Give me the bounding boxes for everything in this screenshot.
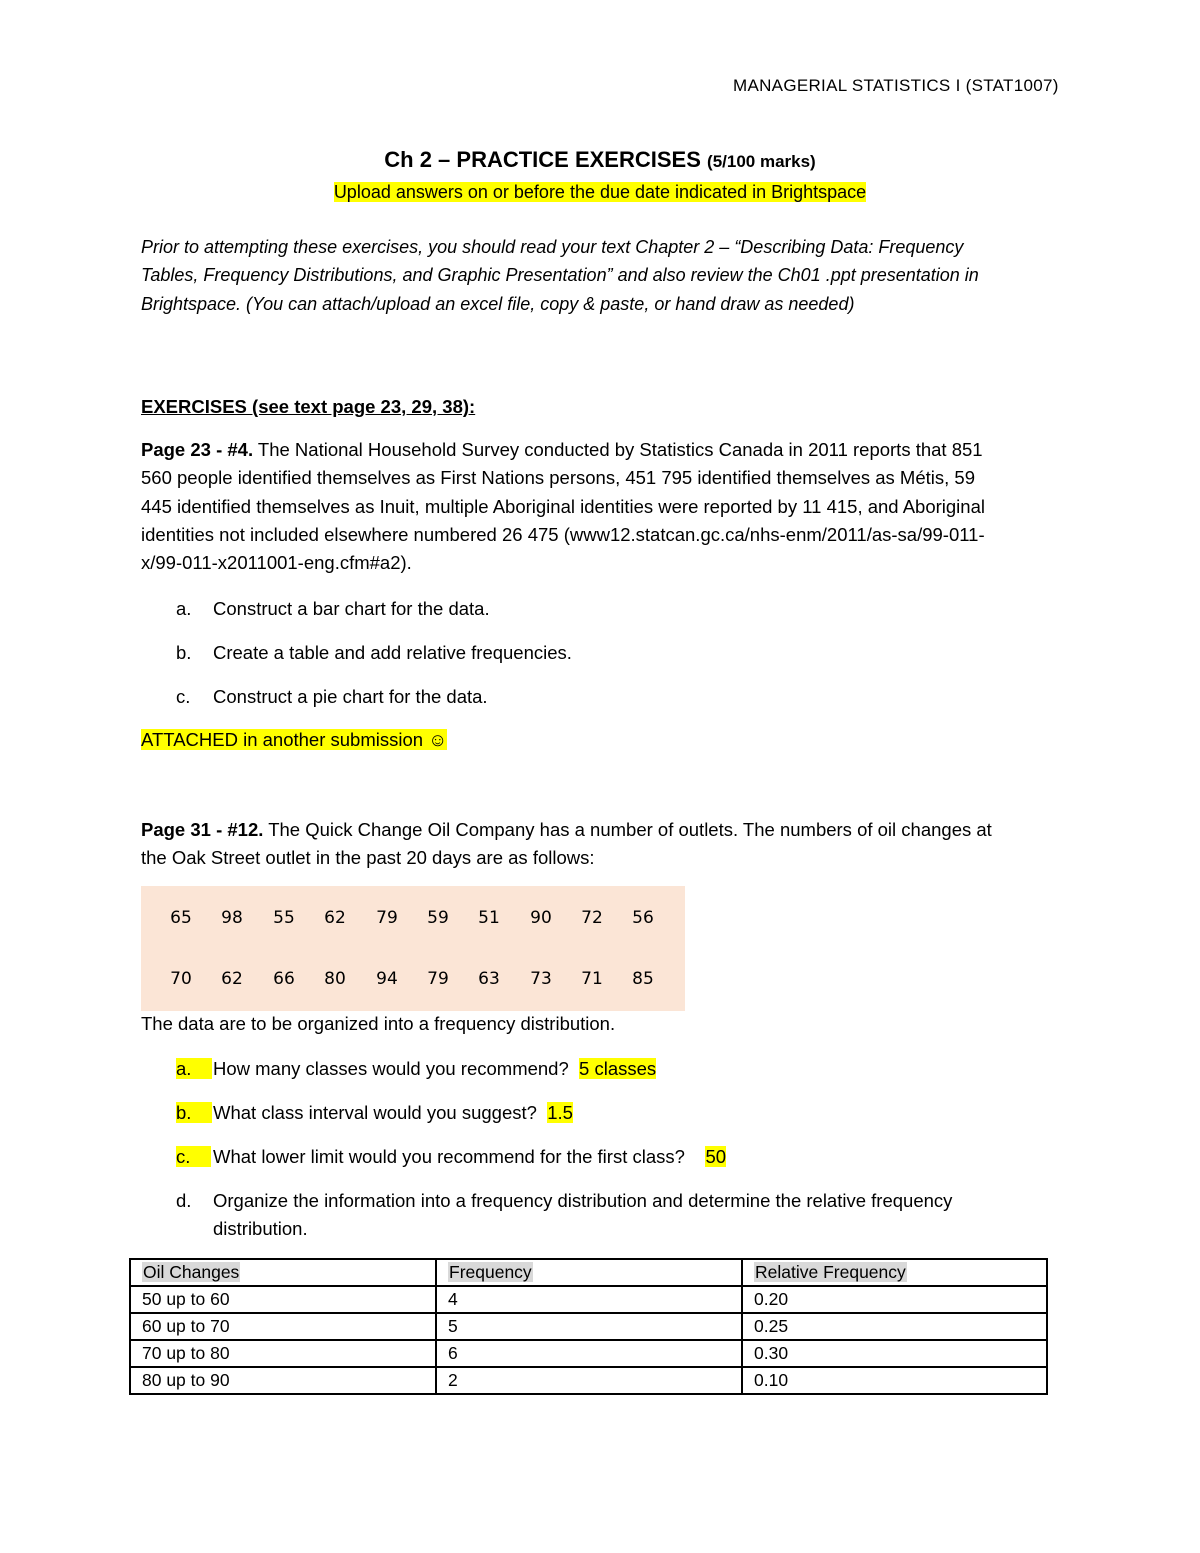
table-header-cell bbox=[130, 1259, 436, 1286]
q1-answer-text: ATTACHED in another submission ☺ bbox=[141, 729, 448, 750]
q2-line-2: the Oak Street outlet in the past 20 days are as follows: bbox=[141, 847, 595, 868]
title-main: Ch 2 – PRACTICE EXERCISES bbox=[384, 147, 701, 172]
table-row bbox=[130, 1340, 1047, 1367]
q1-line-5: x/99-011-x2011001-eng.cfm#a2). bbox=[141, 552, 412, 573]
q1-line-3: 445 identified themselves as Inuit, multiple Aboriginal identities were reported by 11 415, and Aboriginal bbox=[141, 496, 985, 517]
data-value: 62 bbox=[324, 908, 346, 928]
q2-item-a-letter bbox=[176, 1058, 212, 1080]
table-cell: 80 up to 90 bbox=[130, 1367, 436, 1394]
q2-item-c-letter-text: c. bbox=[176, 1146, 191, 1167]
course-header: MANAGERIAL STATISTICS I (STAT1007) bbox=[733, 76, 1059, 95]
q1-line-2: 560 people identified themselves as First Nations persons, 451 795 identified themselves as Métis, 59 bbox=[141, 467, 975, 488]
q1-item-a-text: Construct a bar chart for the data. bbox=[213, 598, 490, 619]
q2-item-c-text: What lower limit would you recommend for the first class? bbox=[213, 1146, 685, 1167]
q2-item-c-letter bbox=[176, 1146, 211, 1168]
data-value: 98 bbox=[221, 908, 243, 928]
data-value: 94 bbox=[376, 969, 398, 989]
intro-line-1: Prior to attempting these exercises, you should read your text Chapter 2 – “Describing Data: Frequency bbox=[141, 237, 964, 257]
data-value: 66 bbox=[273, 969, 295, 989]
table-cell: 50 up to 60 bbox=[130, 1286, 436, 1313]
table-header-cell bbox=[436, 1259, 742, 1286]
q2-item-d-letter: d. bbox=[176, 1190, 192, 1211]
data-value: 65 bbox=[170, 908, 192, 928]
table-row bbox=[130, 1286, 1047, 1313]
data-value: 71 bbox=[581, 969, 603, 989]
table-header-cell bbox=[742, 1259, 1047, 1286]
table-cell: 0.30 bbox=[742, 1340, 1047, 1367]
q1-answer bbox=[141, 729, 447, 751]
q2-after-text: The data are to be organized into a frequency distribution. bbox=[141, 1013, 616, 1034]
header-frequency: Frequency bbox=[449, 1262, 532, 1282]
data-value: 56 bbox=[632, 908, 654, 928]
table-cell: 2 bbox=[436, 1367, 742, 1394]
intro-line-2: Tables, Frequency Distributions, and Graphic Presentation” and also review the Ch01 .ppt presentation in bbox=[141, 265, 979, 285]
q1-item-a-letter: a. bbox=[176, 598, 192, 619]
table-cell: 0.10 bbox=[742, 1367, 1047, 1394]
q2-item-d-line-1: Organize the information into a frequency distribution and determine the relative frequency bbox=[213, 1190, 953, 1211]
header-relative-frequency: Relative Frequency bbox=[755, 1262, 906, 1282]
data-value: 73 bbox=[530, 969, 552, 989]
q2-item-a-letter-text: a. bbox=[176, 1058, 192, 1079]
exercises-heading: EXERCISES (see text page 23, 29, 38): bbox=[141, 396, 476, 417]
data-value: 80 bbox=[324, 969, 346, 989]
data-value: 70 bbox=[170, 969, 192, 989]
title-marks: (5/100 marks) bbox=[707, 152, 816, 171]
q1-line-1 bbox=[141, 439, 983, 461]
data-value: 55 bbox=[273, 908, 295, 928]
q2-item-a-text: How many classes would you recommend? bbox=[213, 1058, 569, 1079]
intro-line-3: Brightspace. (You can attach/upload an excel file, copy & paste, or hand draw as needed) bbox=[141, 294, 855, 314]
table-row bbox=[130, 1313, 1047, 1340]
data-value: 62 bbox=[221, 969, 243, 989]
q2-item-c-answer: 50 bbox=[705, 1146, 727, 1167]
data-value: 90 bbox=[530, 908, 552, 928]
q2-label: Page 31 - #12. bbox=[141, 819, 264, 840]
due-date-text: Upload answers on or before the due date indicated in Brightspace bbox=[333, 182, 867, 202]
data-value: 63 bbox=[478, 969, 500, 989]
table-header-row bbox=[130, 1259, 1047, 1286]
table-cell: 0.25 bbox=[742, 1313, 1047, 1340]
q1-label: Page 23 - #4. bbox=[141, 439, 254, 460]
q1-text-1: The National Household Survey conducted by Statistics Canada in 2011 reports that 851 bbox=[253, 439, 983, 460]
q2-item-b bbox=[213, 1102, 573, 1124]
q1-item-c-text: Construct a pie chart for the data. bbox=[213, 686, 488, 707]
table-cell: 6 bbox=[436, 1340, 742, 1367]
due-date-notice bbox=[0, 182, 1200, 203]
data-value: 72 bbox=[581, 908, 603, 928]
table-cell: 4 bbox=[436, 1286, 742, 1313]
frequency-distribution-table bbox=[129, 1258, 1048, 1395]
q2-item-b-answer: 1.5 bbox=[547, 1102, 573, 1123]
table-cell: 0.20 bbox=[742, 1286, 1047, 1313]
q2-item-c bbox=[213, 1146, 726, 1168]
data-value: 85 bbox=[632, 969, 654, 989]
q2-text-1: The Quick Change Oil Company has a number of outlets. The numbers of oil changes at bbox=[263, 819, 992, 840]
q1-item-c-letter: c. bbox=[176, 686, 191, 707]
q2-item-d-line-2: distribution. bbox=[213, 1218, 308, 1239]
table-row bbox=[130, 1367, 1047, 1394]
q2-item-a-answer: 5 classes bbox=[579, 1058, 657, 1079]
q2-item-b-letter-text: b. bbox=[176, 1102, 192, 1123]
table-cell: 60 up to 70 bbox=[130, 1313, 436, 1340]
q1-item-b-letter: b. bbox=[176, 642, 192, 663]
q2-item-a bbox=[213, 1058, 656, 1080]
page-title bbox=[0, 147, 1200, 173]
q1-line-4: identities not included elsewhere numbered 26 475 (www12.statcan.gc.ca/nhs-enm/2011/as-sa/99-011- bbox=[141, 524, 985, 545]
table-cell: 5 bbox=[436, 1313, 742, 1340]
data-value: 79 bbox=[376, 908, 398, 928]
q1-item-b-text: Create a table and add relative frequencies. bbox=[213, 642, 572, 663]
data-value: 51 bbox=[478, 908, 500, 928]
data-value: 59 bbox=[427, 908, 449, 928]
table-cell: 70 up to 80 bbox=[130, 1340, 436, 1367]
oil-change-data-grid bbox=[141, 886, 685, 1011]
header-oil-changes: Oil Changes bbox=[143, 1262, 240, 1282]
q2-item-b-letter bbox=[176, 1102, 212, 1124]
q2-line-1 bbox=[141, 819, 992, 841]
data-value: 79 bbox=[427, 969, 449, 989]
q2-item-b-text: What class interval would you suggest? bbox=[213, 1102, 537, 1123]
